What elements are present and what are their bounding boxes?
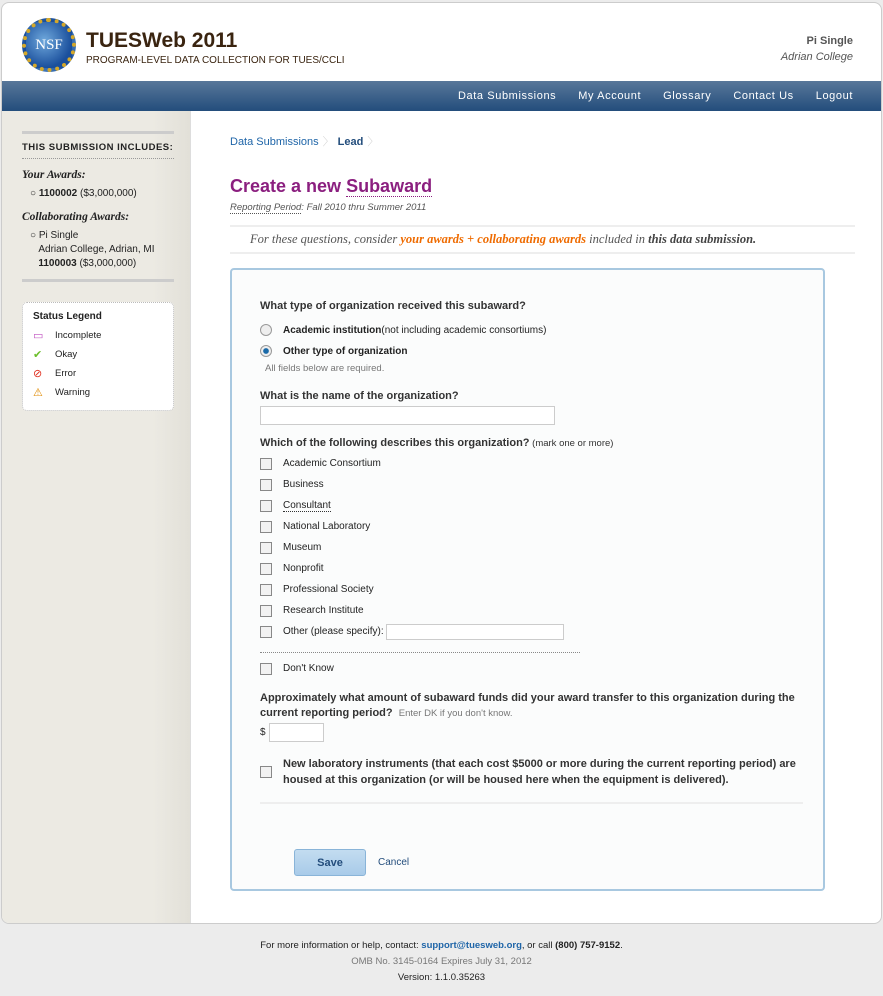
your-awards-label: Your Awards: [22, 169, 86, 181]
check-icon: ✔ [33, 349, 43, 361]
legend-error: Error [55, 368, 77, 379]
org-name-input[interactable] [260, 406, 555, 425]
org-type-question: What type of organization received this subaward? [260, 300, 526, 312]
org-describe-question: Which of the following describes this organization? (mark one or more) [260, 437, 614, 449]
warning-icon: ⚠ [33, 387, 43, 399]
omb-line: OMB No. 3145-0164 Expires July 31, 2012 [351, 956, 532, 967]
funds-question: Approximately what amount of subaward funds did your award transfer to this organization during the current reporting period? Enter DK if you don't know. [260, 692, 795, 719]
checkbox-research-institute[interactable]: Research Institute [260, 600, 803, 621]
required-note: All fields below are required. [265, 363, 385, 374]
error-icon: ⊘ [33, 368, 43, 380]
page [1, 2, 882, 924]
checkbox-national-laboratory[interactable]: National Laboratory [260, 516, 803, 537]
checkbox-academic-consortium[interactable]: Academic Consortium [260, 453, 803, 474]
org-name-question: What is the name of the organization? [260, 390, 459, 402]
sidebar [2, 111, 191, 924]
checkbox-other[interactable]: Other (please specify): [260, 621, 803, 642]
subaward-glossary-link[interactable]: Subaward [346, 176, 433, 196]
breadcrumb-lead[interactable]: Lead [337, 136, 364, 148]
status-legend [22, 302, 174, 411]
subaward-form [230, 268, 825, 891]
legend-warning: Warning [55, 387, 91, 398]
support-email-link[interactable]: support@tuesweb.org [421, 940, 522, 951]
sidebar-heading: THIS SUBMISSION INCLUDES: [22, 134, 174, 159]
user-name: Pi Single [806, 35, 853, 47]
lab-instruments-checkbox[interactable] [260, 766, 272, 778]
checkbox-business[interactable]: Business [260, 474, 803, 495]
checkbox-dont-know[interactable]: Don't Know [260, 658, 803, 679]
other-specify-input[interactable] [386, 624, 564, 640]
checkbox-nonprofit[interactable]: Nonprofit [260, 558, 803, 579]
legend-incomplete: Incomplete [55, 330, 102, 341]
lab-instruments-label: New laboratory instruments (that each cost $5000 or more during the current reporting period) are housed at this organization (or will be housed here when the equipment is delivered). [283, 758, 796, 786]
main-nav [2, 81, 881, 111]
app-subtitle: PROGRAM-LEVEL DATA COLLECTION FOR TUES/CCLI [86, 55, 345, 66]
cancel-link[interactable]: Cancel [378, 857, 410, 868]
nav-my-account[interactable]: My Account [578, 90, 642, 102]
checkbox-museum[interactable]: Museum [260, 537, 803, 558]
incomplete-icon: ▭ [33, 330, 44, 342]
nsf-logo: NSF [22, 18, 76, 72]
currency-label: $ [260, 727, 266, 738]
nav-glossary[interactable]: Glossary [663, 90, 712, 102]
user-info [781, 35, 853, 63]
breadcrumb-data-submissions[interactable]: Data Submissions [230, 136, 319, 148]
contact-line: For more information or help, contact: support@tuesweb.org, or call (800) 757-9152. [260, 940, 623, 951]
funds-input[interactable] [269, 723, 324, 742]
legend-okay: Okay [55, 349, 78, 360]
page-title: Create a new Subaward [230, 176, 433, 196]
lab-instruments-row [260, 756, 803, 788]
main-content [230, 111, 855, 891]
collab-awards-label: Collaborating Awards: [22, 211, 130, 223]
header [2, 3, 881, 81]
nav-data-submissions[interactable]: Data Submissions [458, 90, 557, 102]
footer [0, 938, 883, 986]
nav-contact-us[interactable]: Contact Us [733, 90, 794, 102]
user-org: Adrian College [780, 51, 853, 63]
nav-logout[interactable]: Logout [815, 90, 853, 102]
legend-title: Status Legend [33, 311, 102, 322]
app-title: TUESWeb 2011 [86, 29, 238, 52]
checkbox-consultant[interactable]: Consultant [260, 495, 803, 516]
radio-academic[interactable]: Academic institution (not including academic consortiums) [260, 324, 803, 336]
reporting-period: Reporting Period: Fall 2010 thru Summer 2011 [230, 202, 427, 213]
collab-award-item: ○ Pi Single Adrian College, Adrian, MI 1100003 ($3,000,000) [30, 230, 155, 269]
radio-other[interactable]: Other type of organization [260, 345, 803, 357]
checkbox-professional-society[interactable]: Professional Society [260, 579, 803, 600]
save-button[interactable]: Save [294, 849, 366, 876]
breadcrumb: Data Submissions 〉 Lead 〉 [230, 136, 379, 148]
your-award-item: ○ 1100002 ($3,000,000) [30, 188, 137, 199]
version-line: Version: 1.1.0.35263 [397, 972, 486, 983]
instructions-note: For these questions, consider your awards + collaborating awards included in this data submission. [230, 225, 855, 254]
